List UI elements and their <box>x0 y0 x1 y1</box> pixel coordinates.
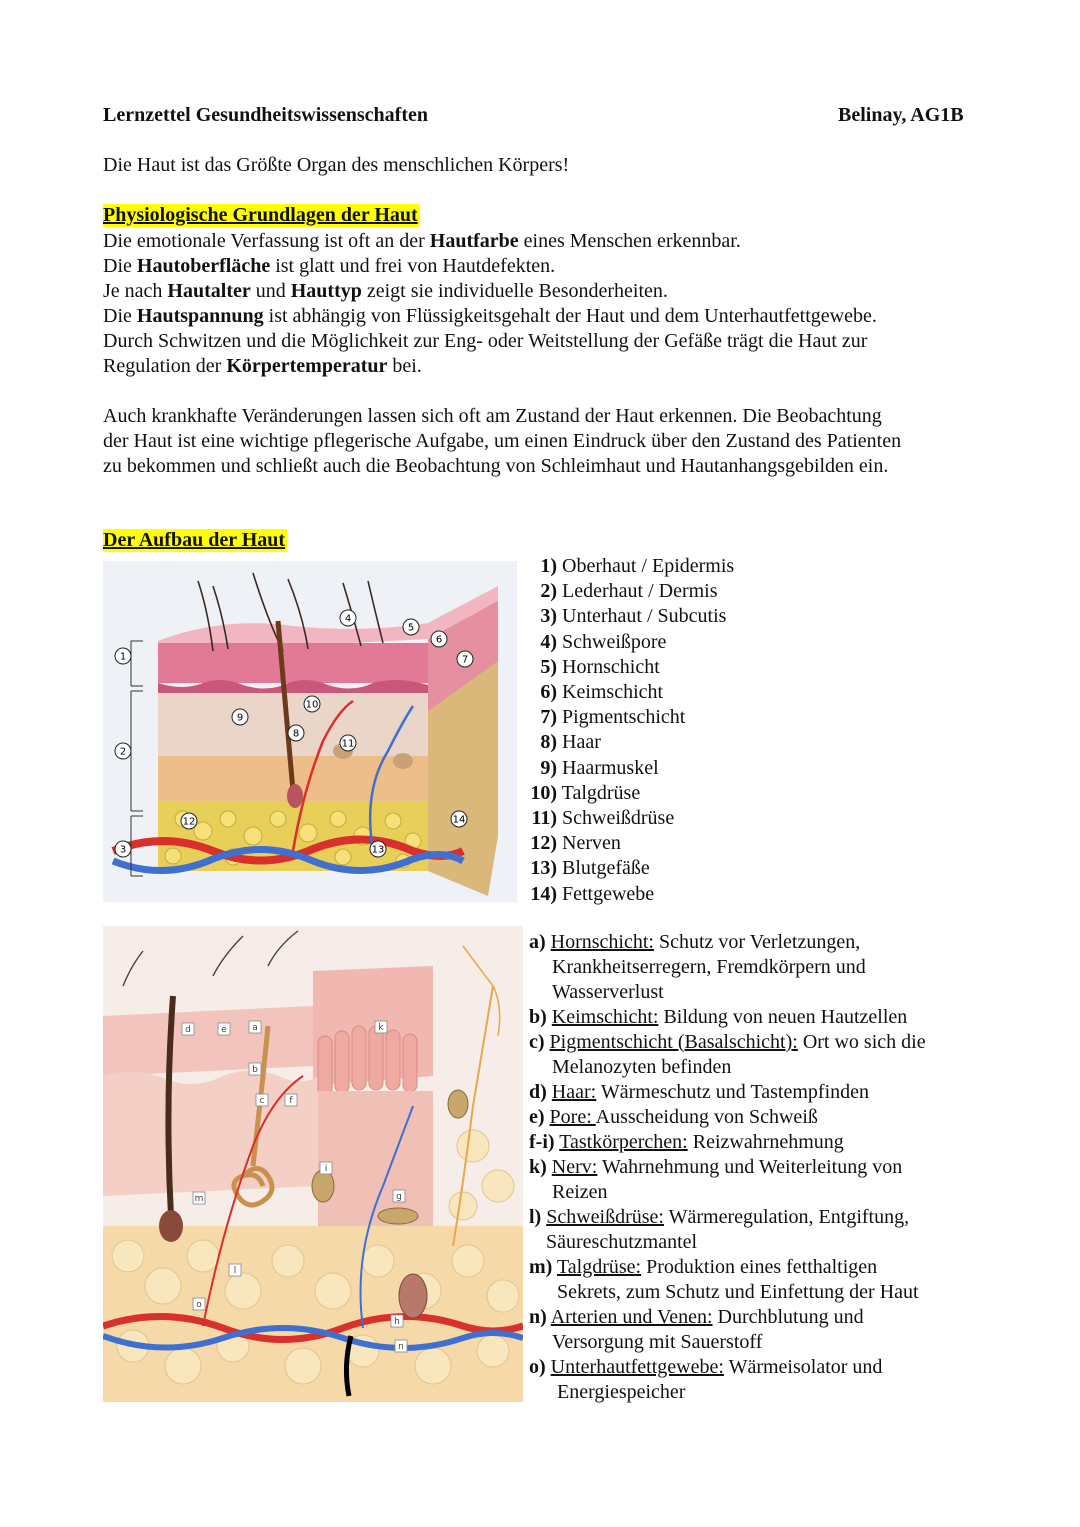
function-item <box>529 1130 1074 1155</box>
observation-paragraph <box>103 404 993 479</box>
function-term: Nerv: <box>551 1156 598 1178</box>
legend-number: 3) <box>540 605 557 628</box>
legend-item <box>524 781 734 806</box>
function-code: b) <box>529 1006 547 1028</box>
function-code: d) <box>529 1081 547 1103</box>
diagram-number-text: 6 <box>435 634 443 646</box>
observation-line: Auch krankhafte Veränderungen lassen sich oft am Zustand der Haut erkennen. Die Beobachtung <box>103 405 882 427</box>
legend-text: Haarmuskel <box>557 756 659 779</box>
legend-text: Keimschicht <box>557 681 664 704</box>
function-term: Pore: <box>549 1106 596 1128</box>
function-description-continued: Säureschutzmantel <box>546 1231 698 1253</box>
legend-text: Lederhaut / Dermis <box>557 580 718 603</box>
legend-item <box>524 882 734 907</box>
diagram-number-text: 3 <box>119 844 127 856</box>
function-code: n) <box>529 1306 547 1328</box>
function-code: k) <box>529 1156 547 1178</box>
diagram-letter-label <box>249 1063 261 1075</box>
line-text: Die emotionale Verfassung ist oft an der <box>103 230 430 252</box>
function-code: m) <box>529 1256 553 1278</box>
function-item <box>529 1105 1074 1130</box>
function-term: Keimschicht: <box>551 1006 659 1028</box>
author-label: Belinay, AG1B <box>838 104 964 126</box>
line-text: Die <box>103 305 137 327</box>
diagram-letter-label <box>182 1023 194 1035</box>
function-description-continued: Krankheitserregern, Fremdkörpern und <box>552 956 866 978</box>
diagram-letter-text: e <box>221 1025 227 1035</box>
diagram-number-label <box>115 648 131 664</box>
function-description: Schutz vor Verletzungen, <box>653 931 861 953</box>
function-description: Ort wo sich die <box>797 1031 926 1053</box>
diagram-number-text: 9 <box>236 712 244 724</box>
legend-text: Pigmentschicht <box>557 706 686 729</box>
function-item <box>529 1205 1074 1255</box>
diagram-number-text: 7 <box>461 654 469 666</box>
function-description: Reizwahrnehmung <box>687 1131 844 1153</box>
function-term: Hornschicht: <box>550 931 654 953</box>
function-description-continued: Energiespeicher <box>557 1381 686 1403</box>
diagram-number-text: 10 <box>305 699 319 711</box>
observation-line: zu bekommen und schließt auch die Beobachtung von Schleimhaut und Hautanhangsgebilden ein. <box>103 455 889 477</box>
diagram-number-label <box>181 813 197 829</box>
function-term: Unterhautfettgewebe: <box>550 1356 724 1378</box>
bold-term: Hautfarbe <box>429 230 519 252</box>
diagram-number-text: 2 <box>119 746 127 758</box>
function-code: l) <box>529 1206 542 1228</box>
diagram-letter-label <box>249 1021 261 1033</box>
legend-number: 4) <box>540 630 557 653</box>
legend-text: Schweißdrüse <box>557 807 675 830</box>
legend-number: 8) <box>540 731 557 754</box>
line-text: ist abhängig von Flüssigkeitsgehalt der Haut und dem Unterhautfettgewebe. <box>263 305 877 327</box>
diagram-letter-text: m <box>194 1194 204 1204</box>
skin-diagram-numbered <box>103 561 517 902</box>
physiologie-line <box>103 304 993 329</box>
legend-number: 10) <box>530 781 557 804</box>
function-term: Talgdrüse: <box>556 1256 642 1278</box>
line-text: ist glatt und frei von Hautdefekten. <box>270 255 556 277</box>
observation-line: der Haut ist eine wichtige pflegerische Aufgabe, um einen Eindruck über den Zustand des Patienten <box>103 430 902 452</box>
function-item <box>529 1005 1074 1030</box>
function-term: Schweißdrüse: <box>546 1206 664 1228</box>
line-text: Durch Schwitzen und die Möglichkeit zur Eng- oder Weitstellung der Gefäße trägt die Haut zur <box>103 330 868 352</box>
function-description: Produktion eines fetthaltigen <box>641 1256 878 1278</box>
diagram-letter-label <box>391 1315 403 1327</box>
legend-item <box>524 856 734 881</box>
diagram-number-text: 8 <box>292 728 300 740</box>
legend-item <box>524 730 734 755</box>
function-description: Ausscheidung von Schweiß <box>595 1106 818 1128</box>
diagram-letter-label <box>375 1021 387 1033</box>
diagram-number-text: 12 <box>182 816 196 828</box>
function-item <box>529 1305 1074 1355</box>
diagram-number-label <box>431 631 447 647</box>
diagram-number-label <box>370 841 386 857</box>
diagram-letter-label <box>229 1264 241 1276</box>
legend-number: 1) <box>540 555 557 577</box>
function-term: Haar: <box>551 1081 597 1103</box>
diagram-letter-text: g <box>396 1192 402 1202</box>
line-text: zeigt sie individuelle Besonderheiten. <box>361 280 668 302</box>
section-title-physiologie: Physiologische Grundlagen der Haut <box>103 204 418 226</box>
diagram-letter-text: n <box>398 1342 404 1352</box>
legend-number: 2) <box>540 580 557 603</box>
function-legend <box>529 930 1074 1405</box>
line-text: und <box>250 280 291 302</box>
function-code: c) <box>529 1031 545 1053</box>
function-item <box>529 1030 1074 1080</box>
diagram-letter-text: c <box>259 1096 265 1106</box>
legend-item <box>524 705 734 730</box>
legend-number: 5) <box>540 655 557 678</box>
legend-item <box>524 604 734 629</box>
legend-number: 12) <box>530 832 557 855</box>
function-item <box>529 930 1074 1005</box>
bold-term: Hautspannung <box>136 305 264 327</box>
diagram-letter-text: l <box>233 1266 237 1276</box>
function-description: Wärmeisolator und <box>723 1356 883 1378</box>
diagram-letter-text: a <box>252 1023 258 1033</box>
bold-term: Hauttyp <box>290 280 362 302</box>
diagram-number-label <box>288 725 304 741</box>
intro-text: Die Haut ist das Größte Organ des menschlichen Körpers! <box>103 154 570 176</box>
diagram-letter-text: b <box>252 1065 258 1075</box>
diagram-letter-label <box>193 1298 205 1310</box>
physiologie-line <box>103 254 993 279</box>
legend-item <box>524 756 734 781</box>
function-description: Wahrnehmung und Weiterleitung von <box>597 1156 903 1178</box>
function-item <box>529 1155 1074 1205</box>
diagram-number-text: 13 <box>371 844 385 856</box>
legend-item <box>524 655 734 680</box>
line-text: bei. <box>387 355 422 377</box>
legend-text: Schweißpore <box>557 630 667 653</box>
diagram-number-label <box>304 696 320 712</box>
legend-number: 11) <box>531 807 557 830</box>
function-description-continued: Sekrets, zum Schutz und Einfettung der Haut <box>557 1281 919 1303</box>
legend-number: 6) <box>540 681 557 704</box>
function-item <box>529 1255 1074 1305</box>
structure-legend <box>524 554 734 907</box>
diagram-number-label <box>457 651 473 667</box>
line-text: Je nach <box>103 280 168 302</box>
physiologie-paragraph <box>103 229 993 379</box>
legend-number: 14) <box>530 882 557 905</box>
skin-diagram-lettered <box>103 926 523 1402</box>
legend-number: 7) <box>540 706 557 729</box>
function-code: o) <box>529 1356 546 1378</box>
line-text: Die <box>103 255 137 277</box>
function-description-continued: Wasserverlust <box>552 981 664 1003</box>
diagram-number-text: 11 <box>341 738 355 750</box>
legend-text: Haar <box>557 731 601 754</box>
diagram-number-text: 1 <box>119 651 127 663</box>
diagram-number-label <box>403 619 419 635</box>
function-code: f-i) <box>529 1131 555 1153</box>
legend-item <box>524 806 734 831</box>
diagram-number-label <box>340 735 356 751</box>
diagram-number-label <box>115 841 131 857</box>
diagram-letter-text: i <box>324 1164 328 1174</box>
diagram-letter-label <box>393 1190 405 1202</box>
diagram-letter-text: o <box>196 1300 202 1310</box>
function-description: Durchblutung und <box>712 1306 864 1328</box>
diagram-letter-label <box>256 1094 268 1106</box>
function-term: Arterien und Venen: <box>550 1306 713 1328</box>
function-item <box>529 1355 1074 1405</box>
bold-term: Körpertemperatur <box>226 355 388 377</box>
diagram-number-text: 4 <box>344 613 352 625</box>
function-item <box>529 1080 1074 1105</box>
diagram-letter-text: k <box>378 1023 384 1033</box>
line-text: eines Menschen erkennbar. <box>518 230 741 252</box>
legend-text: Hornschicht <box>557 655 660 678</box>
diagram-letter-text: h <box>394 1317 400 1327</box>
legend-text: Oberhaut / Epidermis <box>557 555 735 577</box>
bold-term: Hautalter <box>167 280 251 302</box>
physiologie-line <box>103 279 993 304</box>
diagram-letter-label <box>320 1162 332 1174</box>
physiologie-line <box>103 329 993 354</box>
diagram-number-label <box>115 743 131 759</box>
function-description: Wärmeregulation, Entgiftung, <box>663 1206 910 1228</box>
legend-number: 9) <box>540 756 557 779</box>
section-title-aufbau: Der Aufbau der Haut <box>103 529 286 551</box>
document-title: Lernzettel Gesundheitswissenschaften <box>103 104 428 126</box>
diagram-number-label <box>340 610 356 626</box>
function-description-continued: Reizen <box>552 1181 608 1203</box>
legend-text: Blutgefäße <box>557 857 650 880</box>
function-code: e) <box>529 1106 545 1128</box>
function-description-continued: Melanozyten befinden <box>552 1056 732 1078</box>
function-description: Wärmeschutz und Tastempfinden <box>596 1081 870 1103</box>
legend-text: Nerven <box>557 832 621 855</box>
legend-item <box>524 630 734 655</box>
legend-text: Unterhaut / Subcutis <box>557 605 727 628</box>
diagram-number-label <box>232 709 248 725</box>
diagram-letter-label <box>193 1192 205 1204</box>
physiologie-line <box>103 354 993 379</box>
physiologie-line <box>103 229 993 254</box>
diagram-letter-label <box>285 1094 297 1106</box>
legend-item <box>524 554 734 579</box>
legend-number: 13) <box>530 857 557 880</box>
diagram-letter-text: f <box>289 1096 293 1106</box>
function-term: Tastkörperchen: <box>559 1131 688 1153</box>
function-description-continued: Versorgung mit Sauerstoff <box>552 1331 763 1353</box>
diagram-letter-label <box>218 1023 230 1035</box>
function-term: Pigmentschicht (Basalschicht): <box>549 1031 798 1053</box>
diagram-number-text: 5 <box>407 622 415 634</box>
diagram-letter-label <box>395 1340 407 1352</box>
legend-text: Talgdrüse <box>557 781 641 804</box>
diagram-number-text: 14 <box>452 814 466 826</box>
bold-term: Hautoberfläche <box>136 255 271 277</box>
function-description: Bildung von neuen Hautzellen <box>658 1006 908 1028</box>
line-text: Regulation der <box>103 355 227 377</box>
function-code: a) <box>529 931 546 953</box>
legend-item <box>524 680 734 705</box>
legend-item <box>524 831 734 856</box>
diagram-letter-text: d <box>185 1025 191 1035</box>
legend-text: Fettgewebe <box>557 882 655 905</box>
diagram-number-label <box>451 811 467 827</box>
legend-item <box>524 579 734 604</box>
